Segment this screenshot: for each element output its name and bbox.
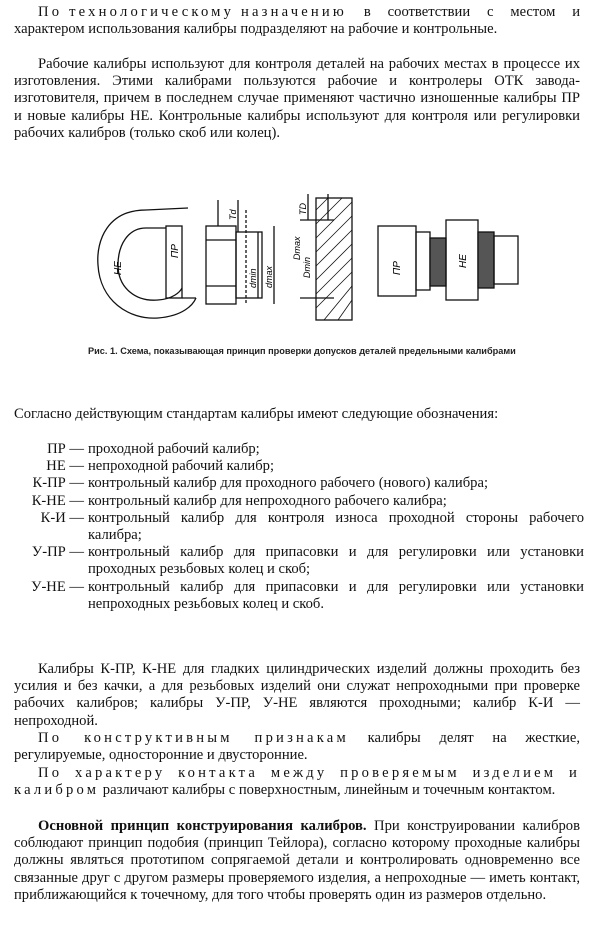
paragraph-construction-text: калибры делят на жесткие, регулируемые, односторонние и двусторонние. bbox=[14, 730, 580, 764]
definition-item bbox=[0, 475, 584, 492]
paragraph-purpose bbox=[14, 4, 580, 38]
label-ne-left: НЕ bbox=[113, 261, 124, 275]
definition-text: контрольный калибр для припасовки и для регулировки или установки проходных резьбовых колец и скоб; bbox=[88, 544, 584, 578]
paragraph-contact-text: различают калибры с поверхностным, линейным и точечным контактом. bbox=[99, 782, 556, 799]
definition-abbr: НЕ — bbox=[46, 458, 84, 475]
label-dmin: dmin bbox=[248, 268, 258, 288]
gauge-diagram bbox=[88, 180, 528, 335]
designations-list bbox=[14, 441, 584, 613]
definition-text: контрольный калибр для непроходного рабочего калибра; bbox=[88, 492, 447, 509]
definition-item bbox=[14, 458, 584, 475]
definition-abbr: К-ПР — bbox=[32, 475, 84, 492]
label-dmin-right: Dmin bbox=[302, 256, 312, 278]
paragraph-contact bbox=[14, 765, 580, 799]
definition-text: контрольный калибр для проходного рабочего (нового) калибра; bbox=[88, 475, 488, 492]
label-td: Td bbox=[228, 209, 238, 220]
definition-text: непроходной рабочий калибр; bbox=[88, 458, 275, 475]
figure-caption: Рис. 1. Схема, показывающая принцип проверки допусков деталей предельными калибрами bbox=[88, 346, 516, 356]
definition-text: контрольный калибр для контроля износа проходной стороны рабочего калибра; bbox=[88, 509, 584, 544]
definition-text: контрольный калибр для припасовки и для регулировки или установки непроходных резьбовых колец и скоб. bbox=[88, 578, 584, 612]
definition-abbr: У-ПР — bbox=[31, 544, 84, 561]
label-dmax: dmax bbox=[264, 265, 274, 288]
definition-item bbox=[0, 510, 584, 544]
definition-abbr: К-НЕ — bbox=[31, 492, 84, 509]
definition-abbr: У-НЕ — bbox=[31, 578, 84, 595]
paragraph-design-principle bbox=[14, 818, 580, 904]
definition-text: проходной рабочий калибр; bbox=[88, 441, 260, 457]
spaced-heading-construction: По конструктивным признакам bbox=[38, 730, 349, 746]
spaced-heading-purpose: По технологическому назначению bbox=[38, 4, 348, 20]
paragraph-principle-text: При конструировании калибров соблюдают принцип подобия (принцип Тейлора), согласно которому проходные калибры должны являться прототипом сопрягаемой детали и контролировать одновременно все связанные друг с другом размеры проверяемого изделия, а непроходные — иметь контакт, приближающийся к точечному, для того чтобы проверять один из размеров отдельно. bbox=[14, 818, 580, 903]
definition-item bbox=[0, 544, 584, 578]
label-td-right: TD bbox=[298, 203, 308, 215]
paragraph-designations-intro: Согласно действующим стандартам калибры имеют следующие обозначения: bbox=[14, 406, 499, 422]
definition-abbr: ПР — bbox=[47, 441, 84, 457]
paragraph-construction bbox=[14, 730, 580, 764]
paragraph-purpose-text: в соответствии с местом и характером использования калибры подразделяют на рабочие и контрольные. bbox=[14, 4, 580, 38]
label-pr-right: ПР bbox=[392, 261, 403, 275]
label-ne-right: НЕ bbox=[458, 254, 469, 268]
label-pr-left: ПР bbox=[170, 244, 181, 258]
definition-item bbox=[0, 579, 584, 613]
paragraph-control-gauges: Калибры К-ПР, К-НЕ для гладких цилиндрических изделий должны проходить без усилия и без качки, а для резьбовых изделий они служат непроходными при проверке рабочих калибров; калибры У-ПР, У-НЕ являются проходными; калибр К-И — непроходной. bbox=[14, 661, 580, 729]
spaced-heading-contact: По характеру контакта между проверяемым изделием и калибром bbox=[14, 765, 580, 799]
definition-item bbox=[0, 493, 584, 510]
definition-item bbox=[14, 441, 584, 458]
bold-heading-principle: Основной принцип конструирования калибров. bbox=[38, 818, 367, 834]
label-dmax-right: Dmax bbox=[292, 236, 302, 260]
paragraph-working-gauges: Рабочие калибры используют для контроля деталей на рабочих местах в процессе их изготовления. Этими калибрами пользуются рабочие и контролеры ОТК завода-изготовителя, причем в последнем случае применяют частично изношенные калибры ПР и новые калибры НЕ. Контрольные калибры используют для контроля или регулировки рабочих калибров (только скоб или колец). bbox=[14, 56, 580, 141]
definition-abbr: К-И — bbox=[40, 509, 84, 526]
